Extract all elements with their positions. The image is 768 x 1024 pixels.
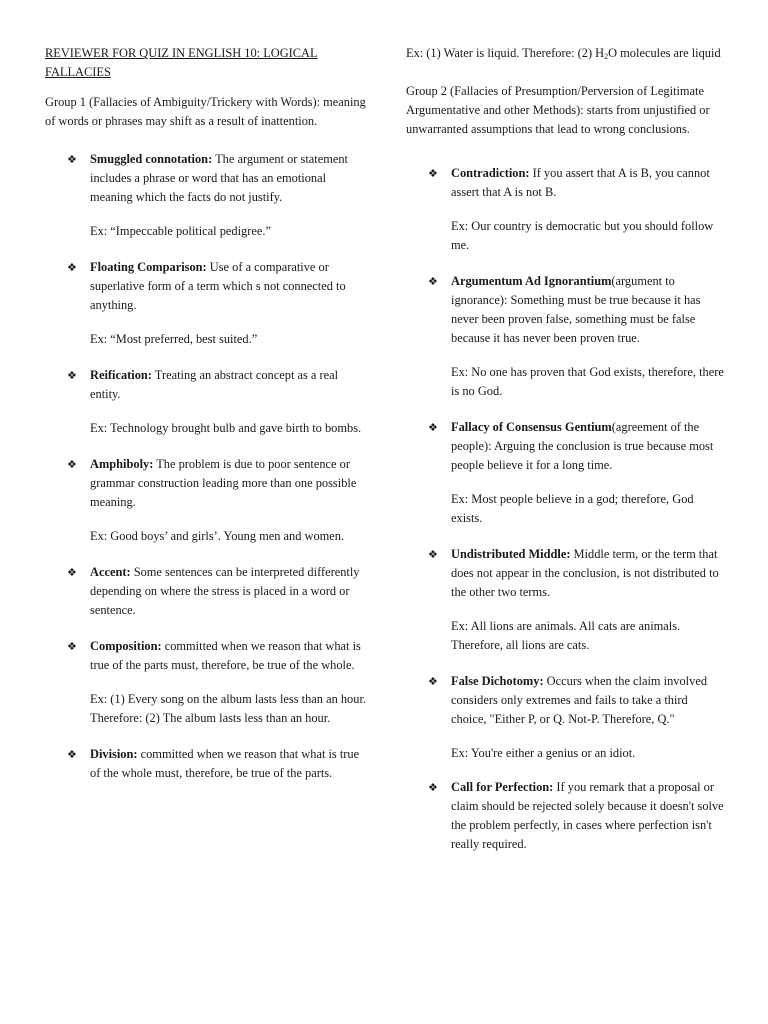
fallacy-term: Floating Comparison: [90, 260, 207, 274]
fallacy-item-call-for-perfection [406, 778, 726, 854]
fallacy-item-false-dichotomy [406, 672, 726, 729]
fallacy-term: Reification: [90, 368, 152, 382]
fallacy-example: Ex: You're either a genius or an idiot. [451, 746, 636, 760]
diamond-bullet-icon: ❖ [67, 640, 77, 653]
fallacy-example: Ex: All lions are animals. All cats are animals. Therefore, all lions are cats. [451, 619, 681, 652]
fallacy-item-contradiction [406, 164, 726, 202]
fallacy-item-accent [45, 563, 367, 620]
group-2-intro: Group 2 (Fallacies of Presumption/Perversion of Legitimate Argumentative and other Methods): starts from unjustified or unwarranted assumptions that lead to wrong conclusions. [406, 84, 710, 136]
left-column [45, 44, 367, 783]
fallacy-example: Ex: “Most preferred, best suited.” [90, 332, 258, 346]
division-example-continued [406, 44, 726, 63]
fallacy-example: Ex: Technology brought bulb and gave birth to bombs. [90, 421, 362, 435]
fallacy-term: Contradiction: [451, 166, 530, 180]
diamond-bullet-icon: ❖ [428, 548, 438, 561]
fallacy-item-reification [45, 366, 367, 404]
fallacy-term: Undistributed Middle: [451, 547, 571, 561]
fallacy-description: Some sentences can be interpreted differently depending on where the stress is placed in a word or sentence. [90, 565, 360, 617]
right-column [406, 44, 726, 854]
fallacy-example: Ex: Good boys’ and girls’. Young men and women. [90, 529, 345, 543]
fallacy-description: committed when we reason that what is true of the parts must, therefore, be true of the whole. [90, 639, 361, 672]
fallacy-item-division [45, 745, 367, 783]
fallacy-term: Call for Perfection: [451, 780, 554, 794]
example-text-part: O molecules are liquid [608, 46, 721, 60]
diamond-bullet-icon: ❖ [67, 153, 77, 166]
fallacy-item-composition [45, 637, 367, 675]
fallacy-item-undistributed-middle [406, 545, 726, 602]
fallacy-description: If you assert that A is B, you cannot assert that A is not B. [451, 166, 710, 199]
fallacy-term: Composition: [90, 639, 162, 653]
fallacy-term: Accent: [90, 565, 131, 579]
fallacy-item-argumentum-ad-ignorantium [406, 272, 726, 348]
fallacy-term: Fallacy of Consensus Gentium [451, 420, 612, 434]
fallacy-description: If you remark that a proposal or claim should be rejected solely because it doesn't solve the problem perfectly, in cases where perfection isn't really required. [451, 780, 724, 851]
fallacy-description: The argument or statement includes a phrase or word that has an emotional meaning which the facts do not justify. [90, 152, 349, 204]
diamond-bullet-icon: ❖ [67, 566, 77, 579]
diamond-bullet-icon: ❖ [67, 261, 77, 274]
document-title: REVIEWER FOR QUIZ IN ENGLISH 10: LOGICAL FALLACIES [45, 46, 318, 79]
fallacy-term: Division: [90, 747, 138, 761]
diamond-bullet-icon: ❖ [67, 458, 77, 471]
fallacy-description: Middle term, or the term that does not appear in the conclusion, is not distributed to the other two terms. [451, 547, 719, 599]
fallacy-term: Argumentum Ad Ignorantium [451, 274, 612, 288]
fallacy-description: (agreement of the people): Arguing the conclusion is true because most people believe it for a long time. [451, 420, 714, 472]
fallacy-example: Ex: Our country is democratic but you should follow me. [451, 219, 714, 252]
fallacy-description: Treating an abstract concept as a real entity. [90, 368, 339, 401]
diamond-bullet-icon: ❖ [67, 748, 77, 761]
fallacy-description: Use of a comparative or superlative form of a term which s not connected to anything. [90, 260, 346, 312]
fallacy-item-consensus-gentium [406, 418, 726, 475]
fallacy-item-floating-comparison [45, 258, 367, 315]
fallacy-term: Amphiboly: [90, 457, 154, 471]
diamond-bullet-icon: ❖ [428, 167, 438, 180]
diamond-bullet-icon: ❖ [67, 369, 77, 382]
fallacy-example: Ex: “Impeccable political pedigree.” [90, 224, 271, 238]
fallacy-description: Occurs when the claim involved considers only extremes and fails to take a third choice, "Either P, or Q. Not-P. Therefore, Q." [451, 674, 708, 726]
diamond-bullet-icon: ❖ [428, 275, 438, 288]
fallacy-example: Ex: No one has proven that God exists, therefore, there is no God. [451, 365, 724, 398]
fallacy-example: Ex: Most people believe in a god; therefore, God exists. [451, 492, 694, 525]
example-text-part: Ex: (1) Water is liquid. Therefore: (2) H [406, 46, 605, 60]
fallacy-term: False Dichotomy: [451, 674, 544, 688]
fallacy-item-amphiboly [45, 455, 367, 512]
diamond-bullet-icon: ❖ [428, 781, 438, 794]
diamond-bullet-icon: ❖ [428, 421, 438, 434]
fallacy-description: The problem is due to poor sentence or grammar construction leading more than one possible meaning. [90, 457, 357, 509]
fallacy-item-smuggled-connotation [45, 150, 367, 207]
fallacy-example: Ex: (1) Every song on the album lasts less than an hour. Therefore: (2) The album lasts less than an hour. [90, 692, 366, 725]
subscript-text: 2 [604, 52, 609, 61]
fallacy-description: (argument to ignorance): Something must be true because it has never been proven false, something must be false because it has never been proven true. [451, 274, 701, 345]
group-1-intro: Group 1 (Fallacies of Ambiguity/Trickery with Words): meaning of words or phrases may shift as a result of inattention. [45, 95, 366, 128]
diamond-bullet-icon: ❖ [428, 675, 438, 688]
fallacy-description: committed when we reason that what is true of the whole must, therefore, be true of the parts. [90, 747, 360, 780]
fallacy-term: Smuggled connotation: [90, 152, 213, 166]
